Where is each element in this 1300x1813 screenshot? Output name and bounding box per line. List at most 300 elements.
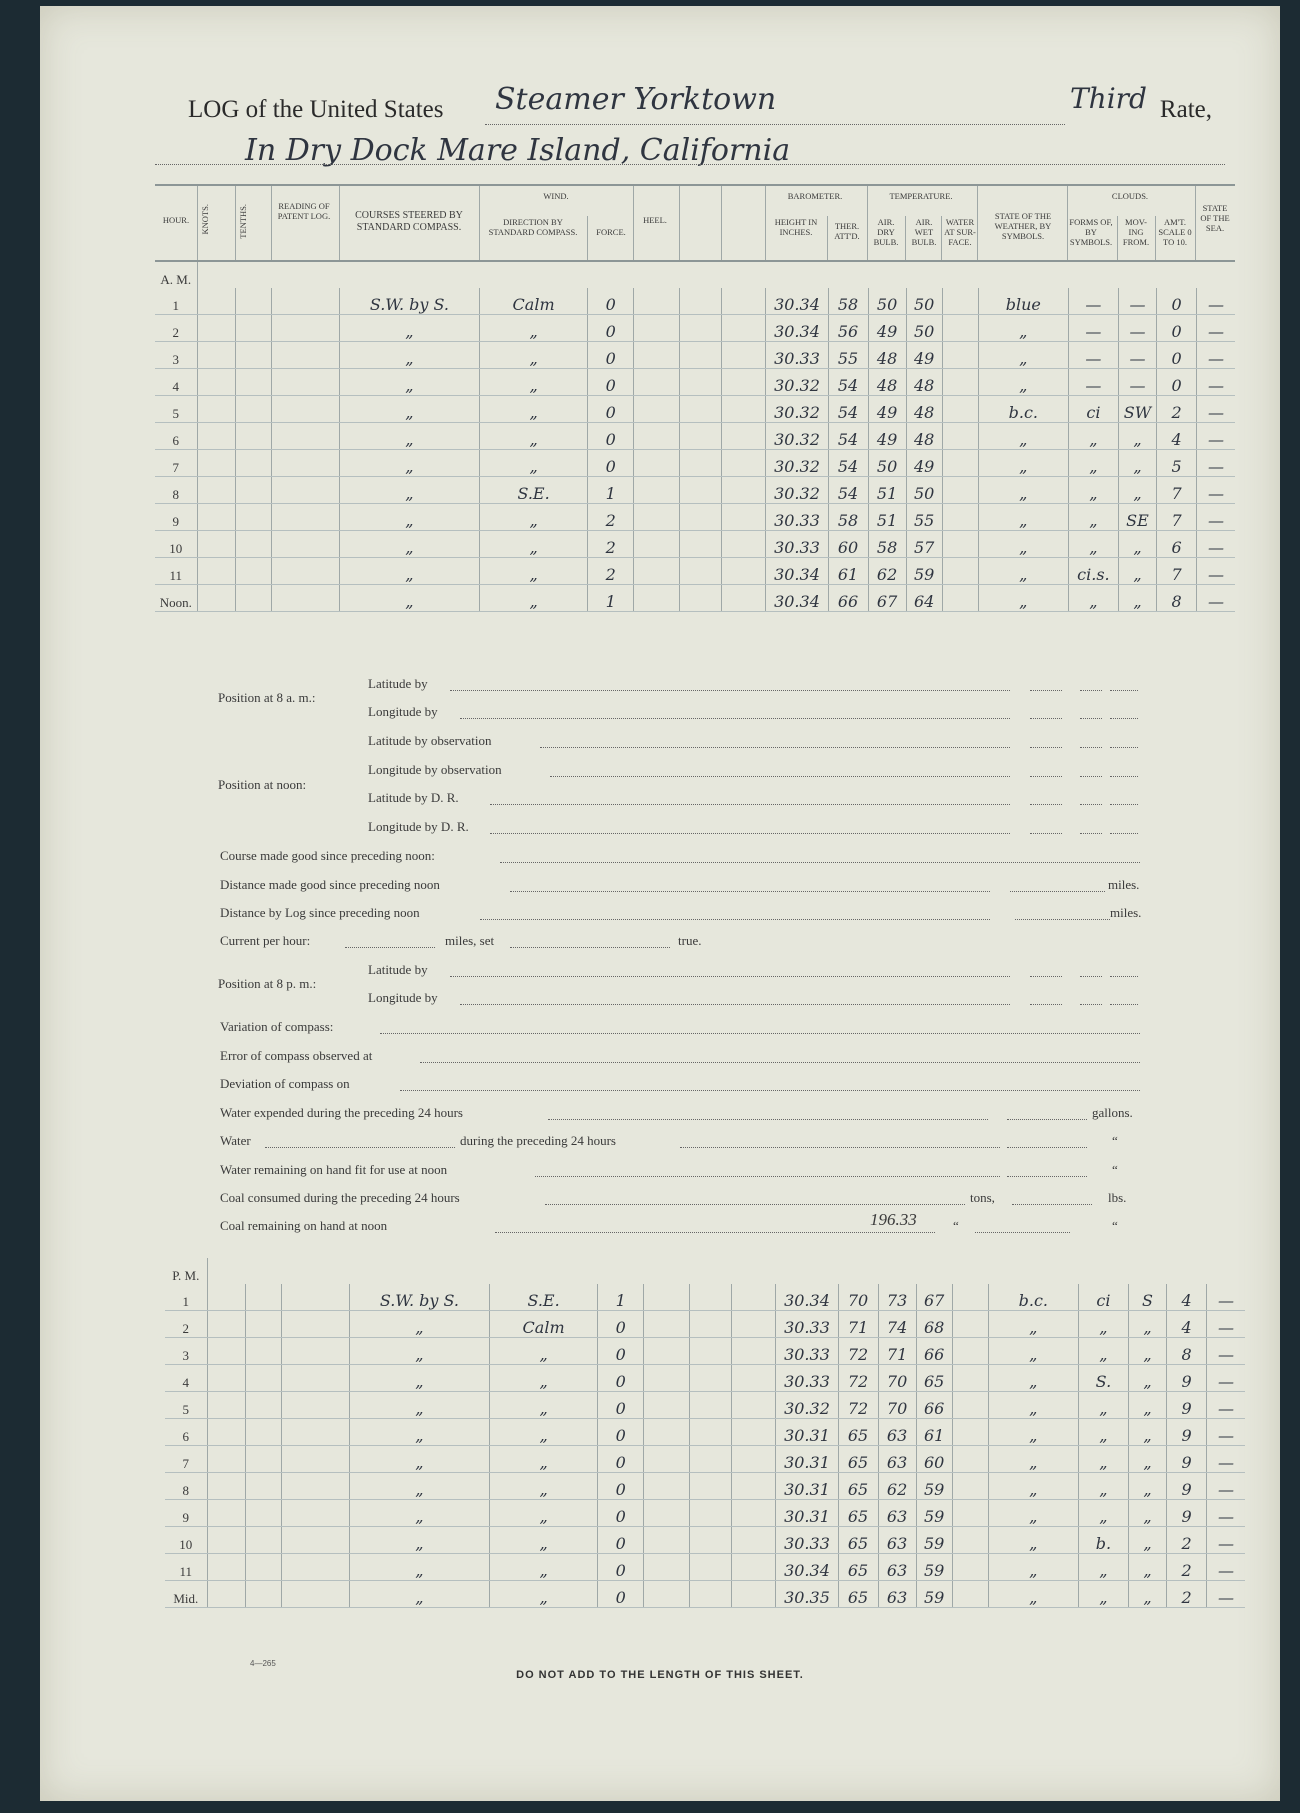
blank-cell xyxy=(732,1419,776,1446)
wind-force-cell: 0 xyxy=(588,396,634,423)
log-row xyxy=(155,585,1235,612)
water-surface-cell xyxy=(952,1392,988,1419)
cloud-forms-cell: „ xyxy=(1078,1446,1128,1473)
course-cell: „ xyxy=(349,1554,489,1581)
gallons-label: gallons. xyxy=(1092,1105,1133,1120)
cloud-moving-cell: „ xyxy=(1118,531,1156,558)
tenths-cell xyxy=(245,1446,281,1473)
fill-line xyxy=(510,947,670,948)
fill-line xyxy=(1030,718,1062,719)
wind-direction-cell: „ xyxy=(490,1554,598,1581)
tenths-cell xyxy=(245,1581,281,1608)
heel-cell xyxy=(644,1419,690,1446)
fill-line xyxy=(420,1062,1140,1063)
cloud-forms-cell: „ xyxy=(1078,1581,1128,1608)
patent-log-cell xyxy=(271,288,339,315)
wind-direction-cell: „ xyxy=(490,1392,598,1419)
col-temperature: TEMPERATURE. xyxy=(889,191,953,201)
cloud-forms-cell: „ xyxy=(1068,531,1118,558)
blank-cell xyxy=(722,369,766,396)
wet-bulb-cell: 50 xyxy=(906,315,942,342)
weather-cell: „ xyxy=(978,450,1068,477)
blank-cell xyxy=(690,1554,732,1581)
wind-direction-cell: S.E. xyxy=(490,1284,598,1311)
wet-bulb-cell: 66 xyxy=(916,1338,952,1365)
cloud-amount-cell: 0 xyxy=(1157,342,1197,369)
coal-remaining-value: 196.33 xyxy=(870,1210,917,1229)
course-cell: „ xyxy=(349,1446,489,1473)
cloud-moving-cell: — xyxy=(1118,342,1156,369)
log-row xyxy=(155,369,1235,396)
ditto-mark-4: “ xyxy=(1112,1218,1118,1233)
wind-direction-cell: „ xyxy=(480,585,588,612)
ther-attached-cell: 54 xyxy=(828,450,868,477)
fill-line xyxy=(1030,1004,1062,1005)
ditto-mark-2: “ xyxy=(1112,1162,1118,1177)
wind-direction-cell: „ xyxy=(490,1446,598,1473)
weather-cell: „ xyxy=(978,558,1068,585)
sea-state-cell: — xyxy=(1207,1311,1245,1338)
cloud-forms-cell: „ xyxy=(1078,1392,1128,1419)
wet-bulb-cell: 60 xyxy=(916,1446,952,1473)
blank-cell xyxy=(690,1311,732,1338)
longitude-observation-label: Longitude by observation xyxy=(368,762,502,777)
ther-attached-cell: 65 xyxy=(838,1527,878,1554)
tenths-cell xyxy=(235,477,271,504)
barometer-cell: 30.34 xyxy=(776,1554,838,1581)
log-row xyxy=(155,423,1235,450)
tenths-cell xyxy=(245,1500,281,1527)
tenths-cell xyxy=(245,1392,281,1419)
cloud-forms-cell: S. xyxy=(1078,1365,1128,1392)
cloud-amount-cell: 4 xyxy=(1167,1311,1207,1338)
cloud-amount-cell: 0 xyxy=(1157,315,1197,342)
hour-cell: 1 xyxy=(155,288,197,315)
hour-cell: 7 xyxy=(155,450,197,477)
blank-cell xyxy=(680,342,722,369)
wind-force-cell: 0 xyxy=(598,1554,644,1581)
blank-cell xyxy=(690,1284,732,1311)
fill-line xyxy=(1080,690,1102,691)
ther-attached-cell: 65 xyxy=(838,1500,878,1527)
blank-cell xyxy=(722,396,766,423)
fill-line xyxy=(1007,1119,1087,1120)
wind-direction-cell: „ xyxy=(480,369,588,396)
blank-cell xyxy=(722,531,766,558)
dry-bulb-cell: 67 xyxy=(868,585,906,612)
cloud-forms-cell: ci xyxy=(1078,1284,1128,1311)
weather-cell: „ xyxy=(978,423,1068,450)
wet-bulb-cell: 66 xyxy=(916,1392,952,1419)
barometer-cell: 30.33 xyxy=(776,1311,838,1338)
heel-cell xyxy=(634,558,680,585)
heel-cell xyxy=(644,1500,690,1527)
cloud-moving-cell: „ xyxy=(1128,1554,1166,1581)
log-row xyxy=(165,1392,1245,1419)
footer-notice: DO NOT ADD TO THE LENGTH OF THIS SHEET. xyxy=(516,1669,804,1681)
cloud-moving-cell: „ xyxy=(1128,1446,1166,1473)
wet-bulb-cell: 68 xyxy=(916,1311,952,1338)
cloud-forms-cell: „ xyxy=(1078,1419,1128,1446)
fill-line xyxy=(1007,1176,1087,1177)
position-8am-label: Position at 8 a. m.: xyxy=(218,690,316,705)
hour-cell: 8 xyxy=(165,1473,207,1500)
sea-state-cell: — xyxy=(1207,1500,1245,1527)
ther-attached-cell: 65 xyxy=(838,1581,878,1608)
patent-log-cell xyxy=(271,477,339,504)
tenths-cell xyxy=(235,423,271,450)
col-knots: KNOTS. xyxy=(200,204,210,235)
wind-force-cell: 0 xyxy=(588,288,634,315)
knots-cell xyxy=(197,315,235,342)
water-during-label: during the preceding 24 hours xyxy=(460,1133,616,1148)
weather-cell: b.c. xyxy=(978,396,1068,423)
wind-direction-cell: „ xyxy=(490,1419,598,1446)
wet-bulb-cell: 48 xyxy=(906,396,942,423)
am-log-table xyxy=(155,262,1235,612)
fill-line xyxy=(545,1204,965,1205)
log-row xyxy=(165,1311,1245,1338)
cloud-forms-cell: — xyxy=(1068,342,1118,369)
knots-cell xyxy=(207,1365,245,1392)
fill-line xyxy=(680,1147,1000,1148)
fill-line xyxy=(1110,804,1138,805)
knots-cell xyxy=(207,1311,245,1338)
wet-bulb-cell: 49 xyxy=(906,342,942,369)
longitude-by-label-pm: Longitude by xyxy=(368,990,438,1005)
fill-line xyxy=(460,1004,1010,1005)
cloud-moving-cell: „ xyxy=(1128,1473,1166,1500)
wind-force-cell: 0 xyxy=(598,1473,644,1500)
knots-cell xyxy=(197,342,235,369)
cloud-moving-cell: „ xyxy=(1128,1419,1166,1446)
patent-log-cell xyxy=(271,396,339,423)
wind-force-cell: 0 xyxy=(588,315,634,342)
knots-cell xyxy=(207,1392,245,1419)
hour-cell: 2 xyxy=(165,1311,207,1338)
ther-attached-cell: 58 xyxy=(828,504,868,531)
cloud-moving-cell: SE xyxy=(1118,504,1156,531)
lbs-label: lbs. xyxy=(1108,1190,1127,1205)
wind-direction-cell: „ xyxy=(480,342,588,369)
barometer-cell: 30.33 xyxy=(766,342,828,369)
cloud-forms-cell: „ xyxy=(1068,504,1118,531)
fill-line xyxy=(380,1033,1140,1034)
cloud-moving-cell: „ xyxy=(1128,1392,1166,1419)
cloud-forms-cell: — xyxy=(1068,369,1118,396)
tenths-cell xyxy=(245,1311,281,1338)
fill-line xyxy=(1030,804,1062,805)
pm-log-table xyxy=(165,1258,1245,1608)
log-row xyxy=(165,1338,1245,1365)
wet-bulb-cell: 59 xyxy=(916,1500,952,1527)
heel-cell xyxy=(644,1311,690,1338)
wind-direction-cell: „ xyxy=(480,531,588,558)
ditto-mark-3: “ xyxy=(953,1218,959,1233)
dry-bulb-cell: 48 xyxy=(868,342,906,369)
wet-bulb-cell: 64 xyxy=(906,585,942,612)
patent-log-cell xyxy=(271,531,339,558)
cloud-forms-cell: „ xyxy=(1078,1338,1128,1365)
barometer-cell: 30.32 xyxy=(766,477,828,504)
barometer-cell: 30.35 xyxy=(776,1581,838,1608)
water-surface-cell xyxy=(942,504,978,531)
heel-cell xyxy=(634,477,680,504)
cloud-moving-cell: „ xyxy=(1118,450,1156,477)
blank-cell xyxy=(680,477,722,504)
latitude-observation-label: Latitude by observation xyxy=(368,733,492,748)
blank-cell xyxy=(732,1311,776,1338)
patent-log-cell xyxy=(281,1473,349,1500)
weather-cell: b.c. xyxy=(988,1284,1078,1311)
hour-cell: 5 xyxy=(155,396,197,423)
fill-line xyxy=(460,718,1010,719)
dry-bulb-cell: 73 xyxy=(878,1284,916,1311)
log-row xyxy=(165,1554,1245,1581)
course-cell: „ xyxy=(349,1419,489,1446)
course-cell: „ xyxy=(349,1581,489,1608)
hour-cell: 11 xyxy=(165,1554,207,1581)
sea-state-cell: — xyxy=(1207,1446,1245,1473)
log-row xyxy=(165,1527,1245,1554)
cloud-forms-cell: ci.s. xyxy=(1068,558,1118,585)
miles-label-2: miles. xyxy=(1110,905,1142,920)
hour-cell: 3 xyxy=(165,1338,207,1365)
tenths-cell xyxy=(235,315,271,342)
water-surface-cell xyxy=(942,477,978,504)
log-row xyxy=(165,1473,1245,1500)
tenths-cell xyxy=(245,1473,281,1500)
water-surface-cell xyxy=(952,1446,988,1473)
fill-line xyxy=(1012,1204,1092,1205)
fill-line xyxy=(1080,976,1102,977)
col-clouds: CLOUDS. xyxy=(1111,191,1149,201)
cloud-amount-cell: 0 xyxy=(1157,288,1197,315)
blank-cell xyxy=(680,423,722,450)
weather-cell: „ xyxy=(978,369,1068,396)
wind-direction-cell: Calm xyxy=(490,1311,598,1338)
col-water-surface: WATER AT SUR-FACE. xyxy=(944,217,976,247)
cloud-amount-cell: 7 xyxy=(1157,504,1197,531)
weather-cell: „ xyxy=(978,531,1068,558)
ther-attached-cell: 65 xyxy=(838,1473,878,1500)
barometer-cell: 30.33 xyxy=(766,531,828,558)
cloud-amount-cell: 8 xyxy=(1167,1338,1207,1365)
heel-cell xyxy=(634,288,680,315)
water-surface-cell xyxy=(942,558,978,585)
fill-line xyxy=(510,891,990,892)
position-noon-label: Position at noon: xyxy=(218,777,307,792)
tenths-cell xyxy=(235,396,271,423)
water-surface-cell xyxy=(942,369,978,396)
course-cell: S.W. by S. xyxy=(339,288,479,315)
cloud-amount-cell: 2 xyxy=(1167,1527,1207,1554)
sea-state-cell: — xyxy=(1197,423,1235,450)
knots-cell xyxy=(207,1338,245,1365)
wind-direction-cell: S.E. xyxy=(480,477,588,504)
barometer-cell: 30.32 xyxy=(776,1392,838,1419)
blank-cell xyxy=(690,1527,732,1554)
blank-cell xyxy=(722,504,766,531)
course-cell: „ xyxy=(339,450,479,477)
fill-line xyxy=(1030,776,1062,777)
wind-force-cell: 2 xyxy=(588,558,634,585)
barometer-cell: 30.32 xyxy=(766,450,828,477)
log-prefix: LOG of the United States xyxy=(188,96,444,123)
knots-cell xyxy=(197,477,235,504)
sea-state-cell: — xyxy=(1197,342,1235,369)
blank-cell xyxy=(732,1392,776,1419)
course-cell: „ xyxy=(339,423,479,450)
hour-cell: 11 xyxy=(155,558,197,585)
blank-cell xyxy=(732,1500,776,1527)
column-header xyxy=(155,184,1235,262)
patent-log-cell xyxy=(281,1527,349,1554)
sea-state-cell: — xyxy=(1197,531,1235,558)
dry-bulb-cell: 49 xyxy=(868,315,906,342)
blank-cell xyxy=(722,288,766,315)
weather-cell: „ xyxy=(988,1365,1078,1392)
dry-bulb-cell: 50 xyxy=(868,288,906,315)
heel-cell xyxy=(644,1527,690,1554)
cloud-moving-cell: „ xyxy=(1128,1500,1166,1527)
blank-cell xyxy=(690,1446,732,1473)
weather-cell: „ xyxy=(988,1419,1078,1446)
patent-log-cell xyxy=(281,1446,349,1473)
blank-cell xyxy=(680,558,722,585)
cloud-amount-cell: 9 xyxy=(1167,1392,1207,1419)
patent-log-cell xyxy=(271,342,339,369)
course-made-good-label: Course made good since preceding noon: xyxy=(220,848,435,863)
wet-bulb-cell: 59 xyxy=(916,1473,952,1500)
blank-cell xyxy=(732,1365,776,1392)
knots-cell xyxy=(207,1284,245,1311)
ther-attached-cell: 72 xyxy=(838,1365,878,1392)
longitude-dr-label: Longitude by D. R. xyxy=(368,819,469,834)
heel-cell xyxy=(644,1365,690,1392)
tenths-cell xyxy=(235,369,271,396)
ditto-mark-1: “ xyxy=(1112,1133,1118,1148)
tenths-cell xyxy=(245,1554,281,1581)
hour-cell: 2 xyxy=(155,315,197,342)
fill-line xyxy=(345,947,435,948)
barometer-cell: 30.33 xyxy=(776,1338,838,1365)
knots-cell xyxy=(197,288,235,315)
blank-cell xyxy=(680,585,722,612)
heel-cell xyxy=(634,315,680,342)
blank-cell xyxy=(690,1365,732,1392)
water-surface-cell xyxy=(942,531,978,558)
dry-bulb-cell: 63 xyxy=(878,1527,916,1554)
heel-cell xyxy=(634,585,680,612)
hour-cell: 10 xyxy=(155,531,197,558)
cloud-forms-cell: „ xyxy=(1078,1311,1128,1338)
log-row xyxy=(155,477,1235,504)
water-surface-cell xyxy=(952,1338,988,1365)
wind-direction-cell: „ xyxy=(480,504,588,531)
patent-log-cell xyxy=(271,450,339,477)
knots-cell xyxy=(197,531,235,558)
cloud-moving-cell: — xyxy=(1118,315,1156,342)
cloud-amount-cell: 9 xyxy=(1167,1446,1207,1473)
blank-cell xyxy=(722,585,766,612)
log-row xyxy=(165,1500,1245,1527)
fill-line xyxy=(975,1232,1070,1233)
dry-bulb-cell: 63 xyxy=(878,1500,916,1527)
rate-value: Third xyxy=(1070,82,1147,115)
wind-direction-cell: Calm xyxy=(480,288,588,315)
dry-bulb-cell: 70 xyxy=(878,1365,916,1392)
blank-cell xyxy=(680,396,722,423)
ther-attached-cell: 60 xyxy=(828,531,868,558)
knots-cell xyxy=(207,1500,245,1527)
blank-cell xyxy=(722,477,766,504)
wind-force-cell: 0 xyxy=(588,342,634,369)
fill-line xyxy=(1080,747,1102,748)
hour-cell: 5 xyxy=(165,1392,207,1419)
col-tenths: TENTHS. xyxy=(238,204,248,239)
hour-cell: Noon. xyxy=(155,585,197,612)
log-row xyxy=(165,1581,1245,1608)
fill-line xyxy=(1080,833,1102,834)
patent-log-cell xyxy=(271,558,339,585)
coal-remaining-label: Coal remaining on hand at noon xyxy=(220,1218,388,1233)
tenths-cell xyxy=(245,1419,281,1446)
water-surface-cell xyxy=(952,1284,988,1311)
fill-line xyxy=(1010,891,1105,892)
dry-bulb-cell: 51 xyxy=(868,504,906,531)
dry-bulb-cell: 62 xyxy=(878,1473,916,1500)
fill-line xyxy=(535,1176,1000,1177)
knots-cell xyxy=(207,1473,245,1500)
ther-attached-cell: 65 xyxy=(838,1446,878,1473)
latitude-by-label-pm: Latitude by xyxy=(368,962,428,977)
form-number: 4—265 xyxy=(250,1659,276,1668)
col-barometer: BAROMETER. xyxy=(787,191,843,201)
sea-state-cell: — xyxy=(1197,450,1235,477)
tenths-cell xyxy=(235,450,271,477)
fill-line xyxy=(1110,718,1138,719)
water-expended-label: Water expended during the preceding 24 hours xyxy=(220,1105,463,1120)
sea-state-cell: — xyxy=(1197,558,1235,585)
cloud-moving-cell: „ xyxy=(1128,1311,1166,1338)
knots-cell xyxy=(197,450,235,477)
water-label: Water xyxy=(220,1133,251,1148)
fill-line xyxy=(400,1090,1140,1091)
wind-force-cell: 0 xyxy=(598,1500,644,1527)
cloud-forms-cell: b. xyxy=(1078,1527,1128,1554)
true-label: true. xyxy=(678,933,702,948)
barometer-cell: 30.31 xyxy=(776,1419,838,1446)
col-cloud-forms: FORMS OF, BY SYMBOLS. xyxy=(1069,217,1113,247)
cloud-forms-cell: — xyxy=(1068,315,1118,342)
dry-bulb-cell: 63 xyxy=(878,1581,916,1608)
cloud-moving-cell: SW xyxy=(1118,396,1156,423)
knots-cell xyxy=(207,1554,245,1581)
fill-line xyxy=(1030,833,1062,834)
weather-cell: „ xyxy=(988,1311,1078,1338)
cloud-moving-cell: „ xyxy=(1128,1581,1166,1608)
fill-line xyxy=(495,1232,935,1233)
wind-force-cell: 0 xyxy=(598,1311,644,1338)
cloud-moving-cell: „ xyxy=(1128,1338,1166,1365)
sea-state-cell: — xyxy=(1207,1527,1245,1554)
course-cell: „ xyxy=(339,585,479,612)
ther-attached-cell: 71 xyxy=(838,1311,878,1338)
wet-bulb-cell: 59 xyxy=(916,1554,952,1581)
patent-log-cell xyxy=(281,1284,349,1311)
water-surface-cell xyxy=(952,1554,988,1581)
